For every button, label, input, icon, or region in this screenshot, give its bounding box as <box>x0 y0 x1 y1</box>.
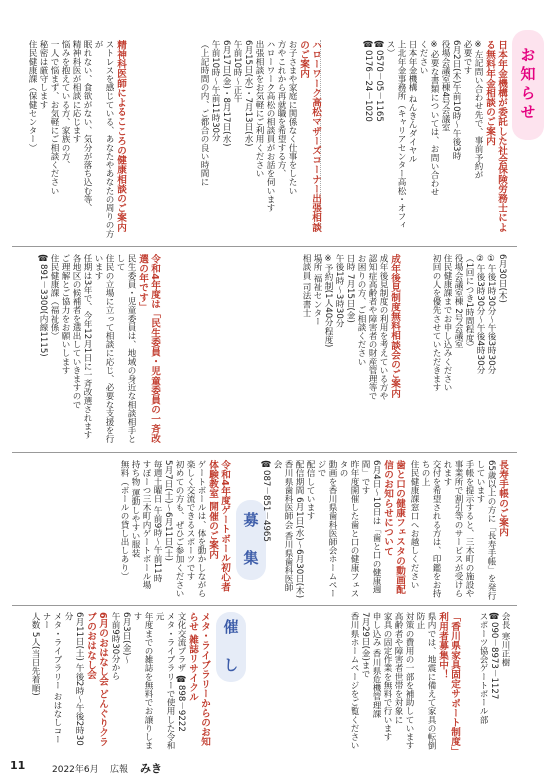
article-line: 動画を香川県歯科医師会ホームページで <box>316 460 337 598</box>
article-line: ハローワーク高松の相談員がお話を伺います <box>265 40 275 212</box>
article-line: 住民健康課（福祉係） <box>49 254 59 340</box>
row-divider <box>12 246 517 247</box>
article-line: 6月4日～10日は「歯と口の健康週間」です <box>360 460 381 594</box>
article-line: 相談員 司法書士 <box>301 254 311 317</box>
article-line: 成年後見制度の利用を考えている方や <box>378 254 388 401</box>
article-line: 日時 7月15日(金) <box>345 254 355 323</box>
article-line: ②午後3時30分～午後4時30分 <box>475 254 485 375</box>
article-line: お困りの方、ご相談ください <box>356 254 366 366</box>
article-line: 香川県ホームページをご覧ください <box>349 612 359 750</box>
article-line: 場所 福祉センター <box>312 254 322 326</box>
article-hellowork <box>199 40 321 238</box>
article-line: 初めての方も、ぜひご参加ください <box>174 460 184 598</box>
article-line: 配信しています <box>305 460 315 521</box>
article-line: ☎090－8973－1127 <box>489 612 499 700</box>
article-pension <box>363 40 507 238</box>
article-title: 令和4年度は「民生委員・児童委員の一斉改選の年です」 <box>137 254 160 444</box>
article-line: 必要です <box>462 40 472 75</box>
article-line: 住民の立場に立って相談に応じ、必要な支援を行います <box>93 254 114 444</box>
article-line: 眠れない、食欲がない、気分が落ち込む等、 <box>82 40 92 212</box>
publication-label: 広報 <box>110 765 129 775</box>
article-line: 任期は3年で、今年12月1日に一斉改選されます <box>82 254 92 440</box>
article-line: 役場会議室棟 2号会議室 <box>453 254 463 349</box>
article-line: ☎0176－24－1020 <box>363 40 373 122</box>
section-title-recruit: 募 集 <box>241 511 260 569</box>
article-line: ☎087－851－4965 <box>261 460 271 542</box>
article-line: 住民健康課（保健センター） <box>27 40 37 152</box>
article-title: 精神科医師によるこころの健康相談のご案内 <box>115 40 126 232</box>
article-longevity <box>409 460 508 600</box>
article-title: 長寿手帳のご案内 <box>497 460 508 537</box>
article-line: 出張相談をお気軽にご利用ください <box>254 40 264 178</box>
section-title-event: 催 し <box>221 618 240 676</box>
article-line: 年度までの雑誌を無料でお譲りします <box>132 612 153 750</box>
article-line: 持ち物 運動しやすい服装 <box>130 460 140 558</box>
article-title: 「香川県家具固定サポート制度」利用者募集中！ <box>437 612 460 752</box>
article-dental <box>261 460 405 600</box>
article-line: 無料（ボールの貸し出しあり） <box>119 460 129 581</box>
page-footer <box>0 756 550 778</box>
article-line: 県内では、地震に備えて家具の転倒防止 <box>415 612 436 750</box>
article-line: 事業所で割引等のサービスが受けられます <box>442 460 463 598</box>
section-tab-event <box>216 612 246 682</box>
article-line: 方やこれから再就職を希望する方、 <box>276 40 286 178</box>
article-line: 家具の固定作業を無料で行います <box>382 612 392 741</box>
article-title: 日本年金機構が委託した社会保険労務士による無料年金相談のご案内 <box>484 40 507 232</box>
article-line: 住民健康課までお申し込みください <box>442 254 452 392</box>
article-line: 役場会議室棟4号会議室 <box>440 40 450 132</box>
article-line: メタ・ライブラリー おはなしコーナー <box>41 612 62 744</box>
article-line: ストレスを感じている、あなたやあなたの周りの方が <box>93 40 114 238</box>
article-line: 7月29日(金)まで <box>360 612 370 679</box>
article-line: メタ・ライブラリーで使用した令和元 <box>154 612 175 750</box>
issue-date: 2022年6月 <box>52 765 99 775</box>
article-gateball <box>30 460 230 600</box>
article-line: 午後1時～3時30分 <box>334 254 344 328</box>
article-line: スポーツ協会ゲートボール部 <box>478 612 488 724</box>
article-line: 悩みを抱えている方、家族の方、 <box>60 40 70 169</box>
article-line: 6月11日(土) 午後2時～午後2時30分 <box>63 612 84 746</box>
article-line: 日本年金機構 ねんきんダイヤル <box>407 40 417 164</box>
article-line: ☎891－3300(内線1115) <box>38 254 48 357</box>
article-title: 成年後見制度無料相談会のご案内 <box>389 254 400 398</box>
article-line: 6月17日(金)・8月17日(水) <box>221 40 231 147</box>
article-line: ください <box>418 40 428 75</box>
article-line: （1回につき1時間程度） <box>464 254 474 351</box>
article-line: ゲートボールは、体を動かしながら <box>196 460 206 598</box>
article-line: 初回の人を優先させていただきます <box>431 254 441 392</box>
article-line: ※必要な書類については、お問い合わせ <box>429 40 439 197</box>
article-line: 対策の費用の一部を補助しています <box>404 612 414 750</box>
article-story <box>18 612 108 752</box>
article-line: 香川県歯科医師会 香川県歯科医師会 <box>272 460 293 592</box>
article-line: 申し込み 香川県危機管理課 <box>371 612 381 718</box>
article-line: 昨年度開催した歯と口の健康フェスタの <box>338 460 359 598</box>
article-title: 令和4年度ゲートボール初心者体験教室 開催のご案内 <box>207 460 230 592</box>
article-mental <box>27 40 126 238</box>
publication-name: みき <box>140 762 162 775</box>
article-line: 上北年金事務所（キャリアセンター高松・オフィス） <box>385 40 406 230</box>
article-consult <box>427 254 507 444</box>
article-line: 6月30日(木) <box>497 254 507 303</box>
article-line: 配信期間 6月1日(水)～6月30日(木) <box>294 460 304 599</box>
page-number: 11 <box>10 759 26 772</box>
section-tab-notice <box>512 30 544 140</box>
article-line: 6月15日(水)・7月13日(水) <box>243 40 253 147</box>
article-line: お子さまや家庭に関係なく仕事をしたい <box>287 40 297 195</box>
article-title: 6月のおはなし会 どんぐりクラブのおはなし会 <box>85 612 108 747</box>
article-line: 精神科医が相談に応じます <box>71 40 81 144</box>
article-line: 6月3日(金)～ <box>121 612 131 665</box>
article-line: 秘密は厳守します <box>38 40 48 109</box>
article-line: 手帳を提示すると、三木町の施設や <box>464 460 474 598</box>
article-line: 会長 寒川正樹 <box>500 612 510 667</box>
article-line: 高齢者や障害者世帯を対象に <box>393 612 403 724</box>
section-title-notice: お知らせ <box>518 47 537 123</box>
article-line: 6月2日(木)午前10時～午後3時 <box>451 40 461 161</box>
article-library <box>110 612 210 752</box>
article-line: 65歳以上の方に「長寿手帳」を発行しています <box>475 460 496 600</box>
article-line: 各地区の候補者を選出していきますので <box>71 254 81 409</box>
article-line: 認知症高齢者や障害者の財産管理等で <box>367 254 377 401</box>
row-divider <box>12 605 517 606</box>
article-furniture <box>300 612 460 752</box>
article-line: ※予約制(1人40分程度) <box>323 254 333 348</box>
article-line: 午前9時30分から <box>110 612 120 681</box>
article-line: ※左記問い合わせ先で、事前予約が <box>473 40 483 179</box>
article-line: 文化交流プラザ ☎898－9222 <box>176 612 186 732</box>
row-divider <box>12 452 517 453</box>
article-line: 一人で悩まず、お気軽にご相談ください <box>49 40 59 195</box>
article-line: すぽーつ三木町内ゲートボール場 <box>141 460 151 589</box>
article-cook <box>470 612 510 752</box>
article-line: 楽しく交流できるスポーツです <box>185 460 195 581</box>
article-title: メタ・ライブラリーからのお知らせ 雑誌リサイクル <box>187 612 210 747</box>
article-line: 交付を希望される方は、印鑑をお持ちの上 <box>420 460 441 598</box>
article-line: 毎週土曜日 午前9時～午前11時 <box>152 460 162 583</box>
article-line: ☎0570－05－1165 <box>374 40 384 122</box>
article-line: 5月7日(土)～6月11日(土) <box>163 460 173 561</box>
article-line: 民生委員・児童委員は、地域の身近な相談相手として <box>115 254 136 444</box>
article-line: 住民健康課窓口へお越しください <box>409 460 419 589</box>
article-title: ハローワーク高松マザーズコーナー出張相談のご案内 <box>298 40 321 232</box>
article-line: 午前10時～午前11時30分 <box>210 40 220 142</box>
article-line: ご理解とご協力をお願いします <box>60 254 70 375</box>
article-line: （上記時間の内、ご都合の良い時間に <box>199 40 209 187</box>
article-line: 人数 5人(当日先着順) <box>30 612 40 696</box>
article-adult-guardian <box>300 254 400 444</box>
article-title: 歯と口の健康フェスタの動画配信のお知らせについて <box>382 460 405 595</box>
article-line: 午前10時～正午 <box>232 40 242 103</box>
article-welfare <box>30 254 160 444</box>
article-line: ①午後1時30分～午後3時30分 <box>486 254 496 375</box>
